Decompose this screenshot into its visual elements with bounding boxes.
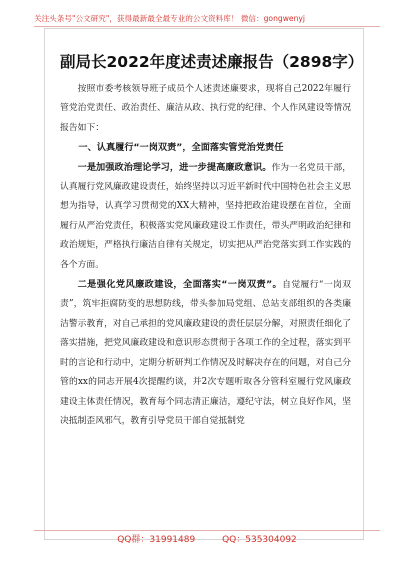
paragraph-1-text: 作为一名党员干部，认真履行党风廉政建设责任，始终坚持以习近平新时代中国特色社会主义思想为指导，认真学习贯彻党的XX大精神，坚持把政治建设摆在首位，全面履行从严治党责任，积极落实党风廉政建设工作责任，带头严明政治纪律和政治规矩，严格执行廉洁自律有关规定，切实把从严治党落实到工作实践的各个方面。 <box>60 162 351 270</box>
document-body <box>60 80 351 431</box>
header-watermark: 关注头条号"公文研究"，获得最新最全最专业的公文资料库！ 微信：gongwenyj <box>34 12 380 27</box>
subheading-2: 二是强化党风廉政建设，全面落实“一岗双责”。 <box>77 279 283 291</box>
subheading-1: 一是加强政治理论学习，进一步提高廉政意识。 <box>77 161 272 173</box>
footer-qq: QQ：535304092 <box>222 535 297 545</box>
paragraph-2-text: 自觉履行“一岗双责”，筑牢拒腐防变的思想防线，带头参加局党组、总站支部组织的各类廉洁警示教育，对自己承担的党风廉政建设的责任层层分解，对照责任细化了落实措施，把党风廉政建设和意识形态贯彻于各项工作的全过程，落实到平时的言论和行动中，定期分析研判工作情况及时解决存在的问题，对自己分管的xx的同志开展4次提醒约谈，并2次专题听取各分管科室履行党风廉政建设主体责任情况，教育每个同志清正廉洁，遵纪守法，树立良好作风，坚决抵制歪风邪气，教育引导党员干部自觉抵制党 <box>60 280 352 426</box>
document-title: 副局长2022年度述责述廉报告（2898字） <box>60 53 364 71</box>
paragraph-1 <box>60 158 351 275</box>
paragraph-2 <box>60 275 351 431</box>
intro-paragraph: 按照市委考核领导班子成员个人述责述廉要求，现将自己2022年履行管党治党责任、政治责任、廉洁从政、执行党的纪律、个人作风建设等情况报告如下： <box>60 84 351 133</box>
footer-qq-group: QQ群：31991489 <box>117 535 196 545</box>
footer-contact <box>34 530 380 549</box>
section-heading: 一、认真履行“一岗双责”，全面落实管党治党责任 <box>78 142 284 154</box>
